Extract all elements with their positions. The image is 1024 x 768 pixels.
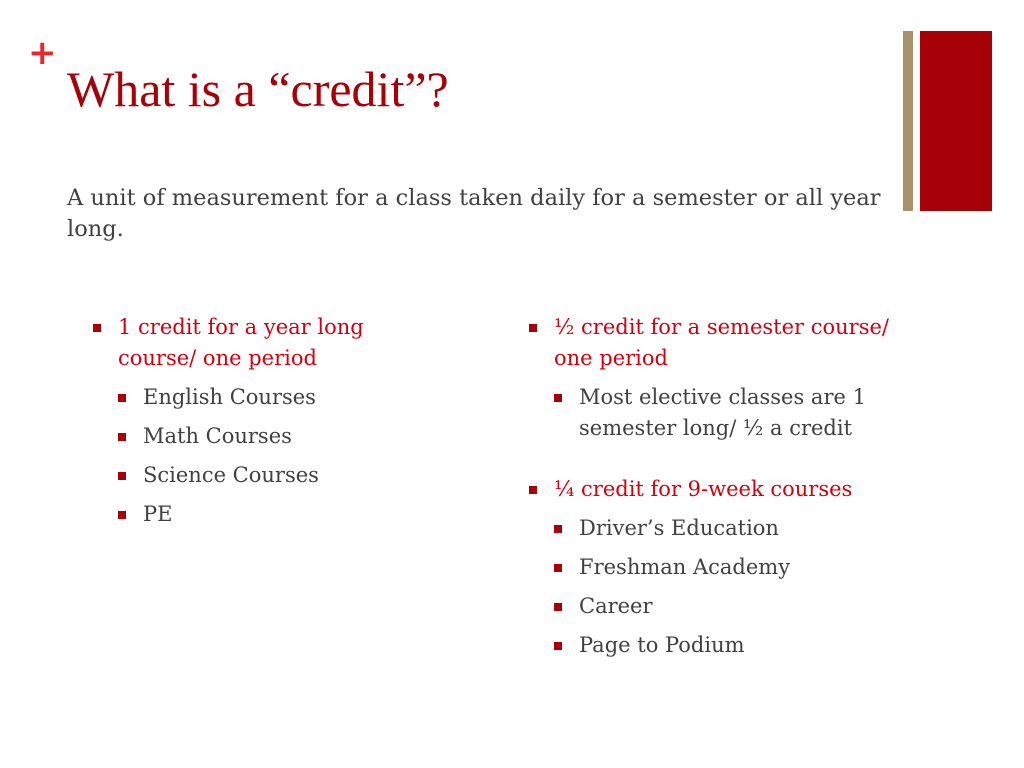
slide-subtitle: A unit of measurement for a class taken daily for a semester or all year long. bbox=[67, 185, 881, 242]
list-item-label: Science Courses bbox=[143, 463, 319, 487]
square-bullet-icon bbox=[118, 511, 126, 519]
square-bullet-icon bbox=[93, 324, 101, 332]
decorative-tan-bar bbox=[903, 31, 913, 211]
list-item-label: Most elective classes are 1 semester long/ ½ a credit bbox=[579, 385, 866, 440]
square-bullet-icon bbox=[529, 486, 537, 494]
list-item bbox=[554, 552, 909, 583]
list-item bbox=[118, 499, 413, 530]
square-bullet-icon bbox=[529, 324, 537, 332]
list-item-label: Freshman Academy bbox=[579, 555, 791, 579]
bullet-item-quarter-credit bbox=[529, 474, 909, 505]
square-bullet-icon bbox=[118, 394, 126, 402]
bullet-item-one-credit bbox=[93, 312, 413, 374]
right-column bbox=[529, 312, 909, 661]
decorative-red-block bbox=[920, 31, 992, 211]
list-item bbox=[118, 382, 413, 413]
square-bullet-icon bbox=[554, 564, 562, 572]
square-bullet-icon bbox=[554, 642, 562, 650]
list-item-label: English Courses bbox=[143, 385, 316, 409]
list-item-label: Math Courses bbox=[143, 424, 292, 448]
square-bullet-icon bbox=[118, 433, 126, 441]
square-bullet-icon bbox=[118, 472, 126, 480]
bullet-heading: ½ credit for a semester course/ one period bbox=[554, 315, 890, 370]
list-item bbox=[554, 591, 909, 622]
bullet-heading: ¼ credit for 9-week courses bbox=[554, 477, 853, 501]
slide-title: What is a “credit”? bbox=[67, 61, 449, 117]
list-item bbox=[554, 630, 909, 661]
list-item-label: Page to Podium bbox=[579, 633, 745, 657]
list-item bbox=[118, 421, 413, 452]
left-column bbox=[93, 312, 413, 530]
list-item bbox=[554, 513, 909, 544]
list-item-label: Driver’s Education bbox=[579, 516, 779, 540]
bullet-heading: 1 credit for a year long course/ one period bbox=[118, 315, 364, 370]
list-item bbox=[554, 382, 909, 444]
list-item-label: Career bbox=[579, 594, 653, 618]
square-bullet-icon bbox=[554, 525, 562, 533]
list-item bbox=[118, 460, 413, 491]
plus-icon: + bbox=[28, 33, 57, 73]
square-bullet-icon bbox=[554, 394, 562, 402]
list-item-label: PE bbox=[143, 502, 173, 526]
bullet-item-half-credit bbox=[529, 312, 909, 374]
square-bullet-icon bbox=[554, 603, 562, 611]
